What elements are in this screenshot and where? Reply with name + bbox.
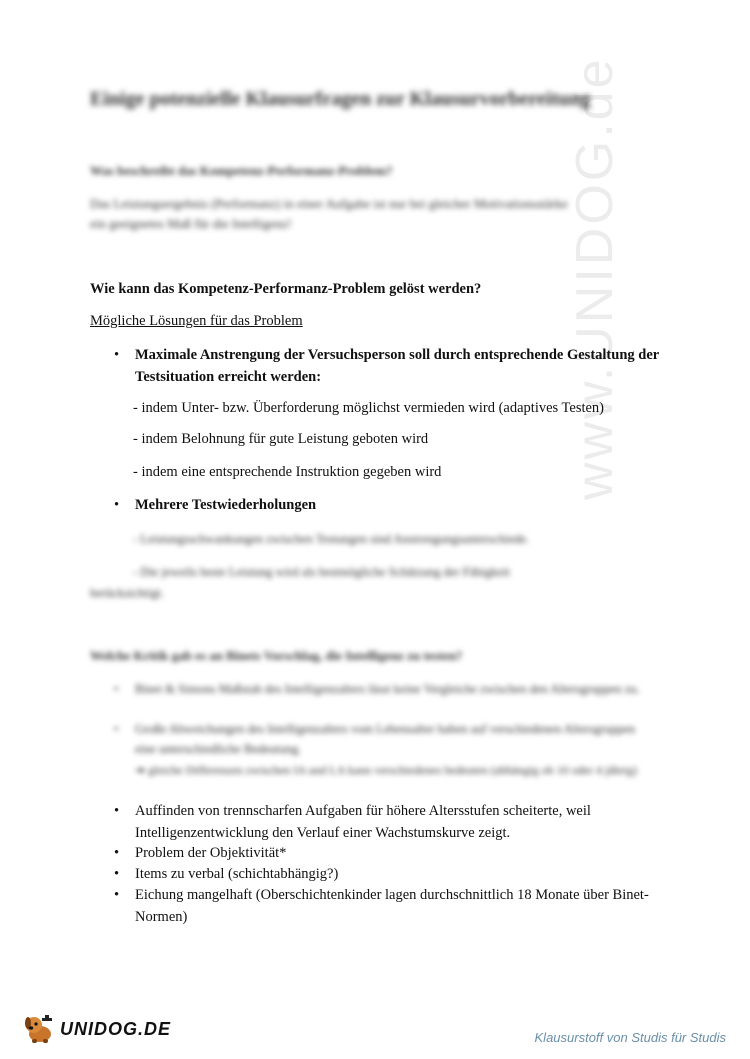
question-2-subheading: Mögliche Lösungen für das Problem xyxy=(90,313,303,329)
sub-item-text: berücksichtigt. xyxy=(90,586,164,600)
bullet-text: Große Abweichungen des Intelligenzalters vom Lebensalter haben auf verschiedenen Altersgruppen eine unterschiedliche Bedeutung. xyxy=(135,722,636,756)
logo-text: UNIDOG.DE xyxy=(60,1018,172,1039)
sub-item-text: - indem Unter- bzw. Überforderung möglichst vermieden wird (adaptives Testen) xyxy=(133,400,605,416)
bullet-text: Auffinden von trennscharfen Aufgaben für höhere Altersstufen scheiterte, weil Intelligenzentwicklung den Verlauf einer Wachstumskurve zeigt. xyxy=(135,803,591,841)
arrow-note: ➔ gleiche Differenzen zwischen IA und LA kann verschiedenes bedeuten (abhängig ob 10 oder 4 jährig) xyxy=(135,763,637,777)
bullet-marker: • xyxy=(114,497,120,513)
question-1-answer-line-2: ein geeignetes Maß für die Intelligenz! xyxy=(90,216,292,231)
bullet-text: Eichung mangelhaft (Oberschichtenkinder lagen durchschnittlich 18 Monate über Binet-Normen) xyxy=(135,887,649,925)
sub-item-text: - Leistungsschwankungen zwischen Testungen sind Anstrengungsunterschiede. xyxy=(133,532,530,546)
watermark: www.UNIDOG.de xyxy=(566,56,624,500)
dog-mascot-icon xyxy=(22,1014,58,1044)
page-title: Einige potenzielle Klausurfragen zur Klausurvorbereitung xyxy=(90,88,591,110)
bullet-text: Maximale Anstrengung der Versuchsperson soll durch entsprechende Gestaltung der Testsituation erreicht werden: xyxy=(135,347,659,385)
footer-tagline: Klausurstoff von Studis für Studis xyxy=(534,1030,726,1045)
question-1-answer-line-1: Das Leistungsergebnis (Performanz) in einer Aufgabe ist nur bei gleicher Motivationsstärke xyxy=(90,196,568,211)
bullet-text: Items zu verbal (schichtabhängig?) xyxy=(135,866,339,882)
question-3-heading: Welche Kritik gab es an Binets Vorschlag, die Intelligenz zu testen? xyxy=(90,648,463,663)
bullet-text: Problem der Objektivität* xyxy=(135,845,287,861)
bullet-text: Binet & Simons Maßstab des Intelligenzalters lässt keine Vergleiche zwischen den Altersgruppen zu. xyxy=(135,682,640,696)
bullet-marker: • xyxy=(114,682,119,696)
bullet-marker: • xyxy=(114,845,120,861)
bullet-marker: • xyxy=(114,347,120,363)
bullet-marker: • xyxy=(114,803,120,819)
footer-logo[interactable] xyxy=(22,1014,171,1044)
bullet-text: Mehrere Testwiederholungen xyxy=(135,497,317,513)
sub-item-text: - indem eine entsprechende Instruktion gegeben wird xyxy=(133,464,442,480)
bullet-marker: • xyxy=(114,722,119,736)
question-2-heading: Wie kann das Kompetenz-Performanz-Problem gelöst werden? xyxy=(90,281,482,297)
question-1-heading: Was beschreibt das Kompetenz-Performanz-Problem? xyxy=(90,163,393,178)
bullet-marker: • xyxy=(114,887,120,903)
sub-item-text: - indem Belohnung für gute Leistung geboten wird xyxy=(133,431,429,447)
bullet-marker: • xyxy=(114,866,120,882)
sub-item-text: - Die jeweils beste Leistung wird als bestmögliche Schätzung der Fähigkeit xyxy=(133,565,510,579)
